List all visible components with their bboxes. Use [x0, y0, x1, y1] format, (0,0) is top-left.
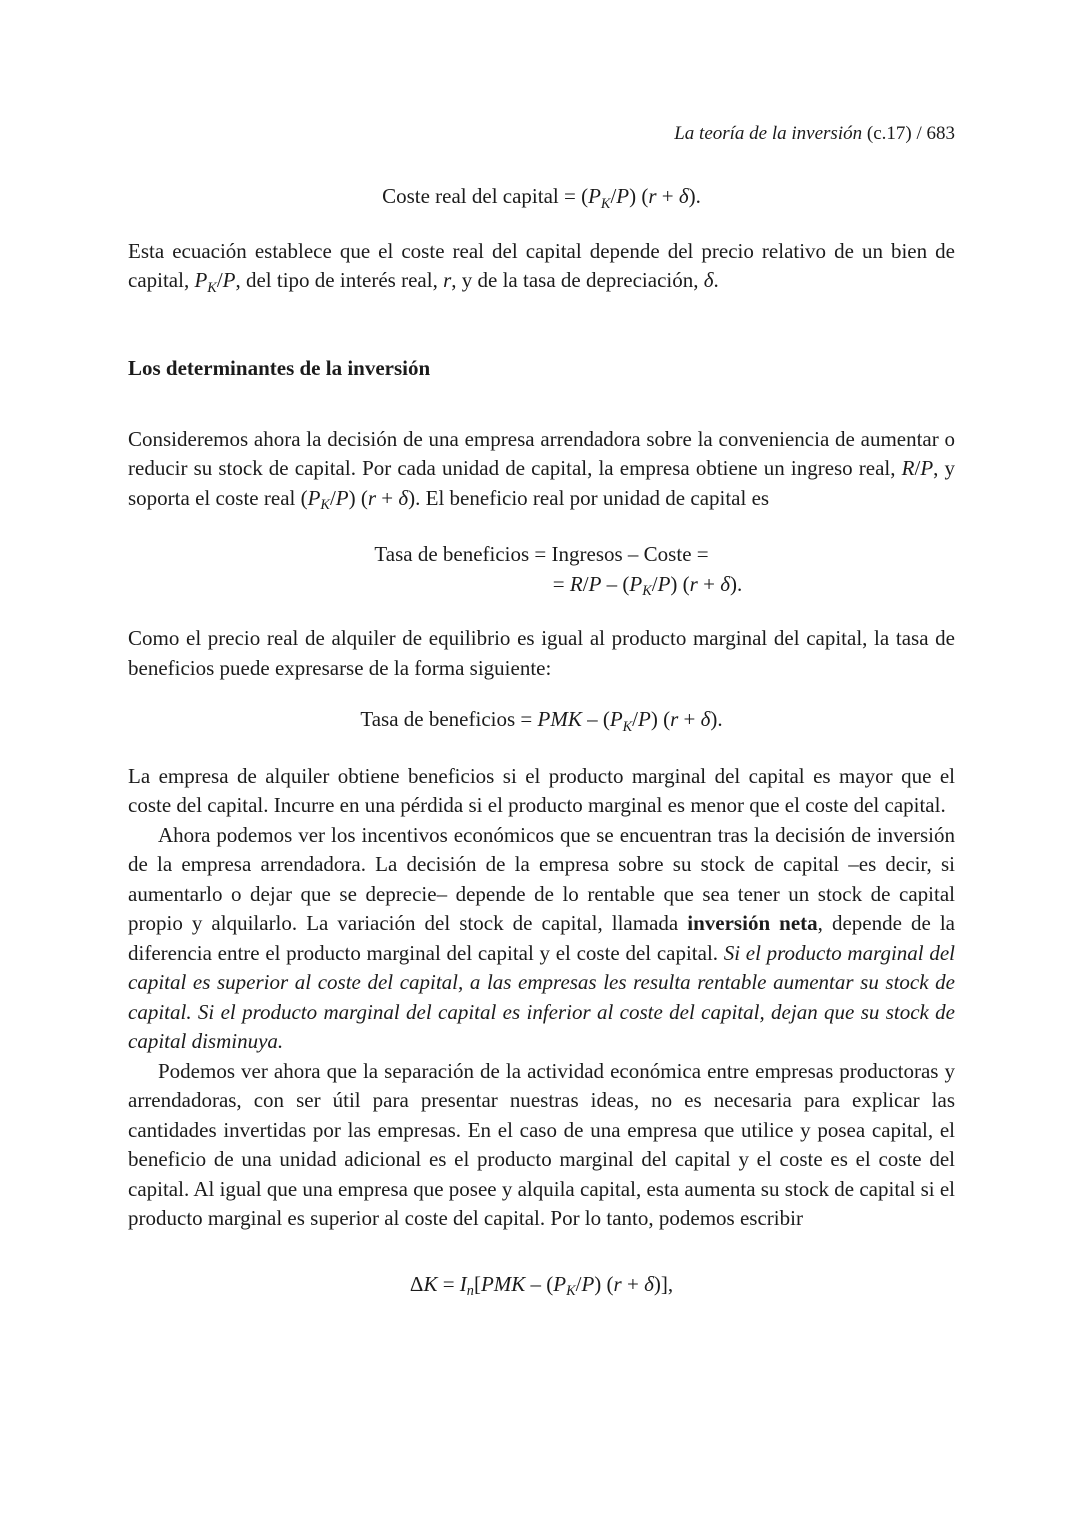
equation-tasa-de-beneficios-pmk: Tasa de beneficios = PMK – $(P_K/P) (r + \delta)$.: [360, 707, 723, 735]
equation-tasa-line2: = $R/P - (P_K/P) (r + \delta)$.: [552, 571, 743, 600]
section-heading-determinantes: Los determinantes de la inversión: [128, 355, 431, 380]
equation-coste-real-del-capital: Coste real del capital = $(P_K/P) (r + \delta)$.: [382, 184, 701, 212]
paragraph-esta-ecuacion: Esta ecuación establece que el coste real del capital depende del precio relativo de un bien de capital, $P_K/P$, del tipo de interés real, r, y de la tasa de depreciación, δ.: [128, 238, 955, 296]
paragraph-ahora-podemos: Ahora podemos ver los incentivos económicos que se encuentran tras la decisión de inversión de la empresa arrendadora. La decisión de la empresa sobre su stock de capital –es decir, si aumentarlo o dejar que se deprecie– depende de lo rentable que sea tener un stock de capital propio y alquilarlo. La variación del stock de capital, llamada inversión neta, depende de la diferencia entre el producto marginal del capital y el coste del capital. Si el producto marginal del capital es superior al coste del capital, a las empresas les resulta rentable aumentar su stock de capital. Si el producto marginal del capital es inferior al coste del capital, dejan que su stock de capital disminuya.: [128, 822, 955, 1053]
equation-tasa-line1: Tasa de beneficios = Ingresos – Coste =: [374, 542, 709, 566]
paragraph-consideremos: Consideremos ahora la decisión de una empresa arrendadora sobre la conveniencia de aumentar o reducir su stock de capital. Por cada unidad de capital, la empresa obtiene un ingreso real, R/P, y soporta el coste real $(P_K/P) (r + \delta)$. El beneficio real por unidad de capital es: [128, 426, 956, 514]
running-head: La teoría de la inversión (c.17) / 683: [674, 123, 955, 144]
paragraph-como-el-precio: Como el precio real de alquiler de equilibrio es igual al producto marginal del capital, la tasa de beneficios puede expresarse de la forma siguiente:: [128, 626, 955, 680]
equation-delta-k: $\Delta K = I_n[PMK - (P_K/P) (r + \delta)]$,: [409, 1271, 674, 1300]
paragraph-la-empresa-de-alquiler: La empresa de alquiler obtiene beneficios si el producto marginal del capital es mayor que el coste del capital. Incurre en una pérdida si el producto marginal es menor que el coste del capital.: [128, 763, 955, 817]
equation-tasa-de-beneficios: [128, 540, 955, 602]
paragraph-podemos-ver-ahora: Podemos ver ahora que la separación de la actividad económica entre empresas productoras y arrendadoras, con ser útil para presentar nuestras ideas, no es necesaria para explicar las cantidades invertidas por las empresas. En el caso de una empresa que utilice y posea capital, el beneficio de una unidad adicional es el producto marginal del capital y el coste es el coste del capital. Al igual que una empresa que posee y alquila capital, esta aumenta su stock de capital si el producto marginal es superior al coste del capital. Por lo tanto, podemos escribir: [128, 1058, 955, 1230]
